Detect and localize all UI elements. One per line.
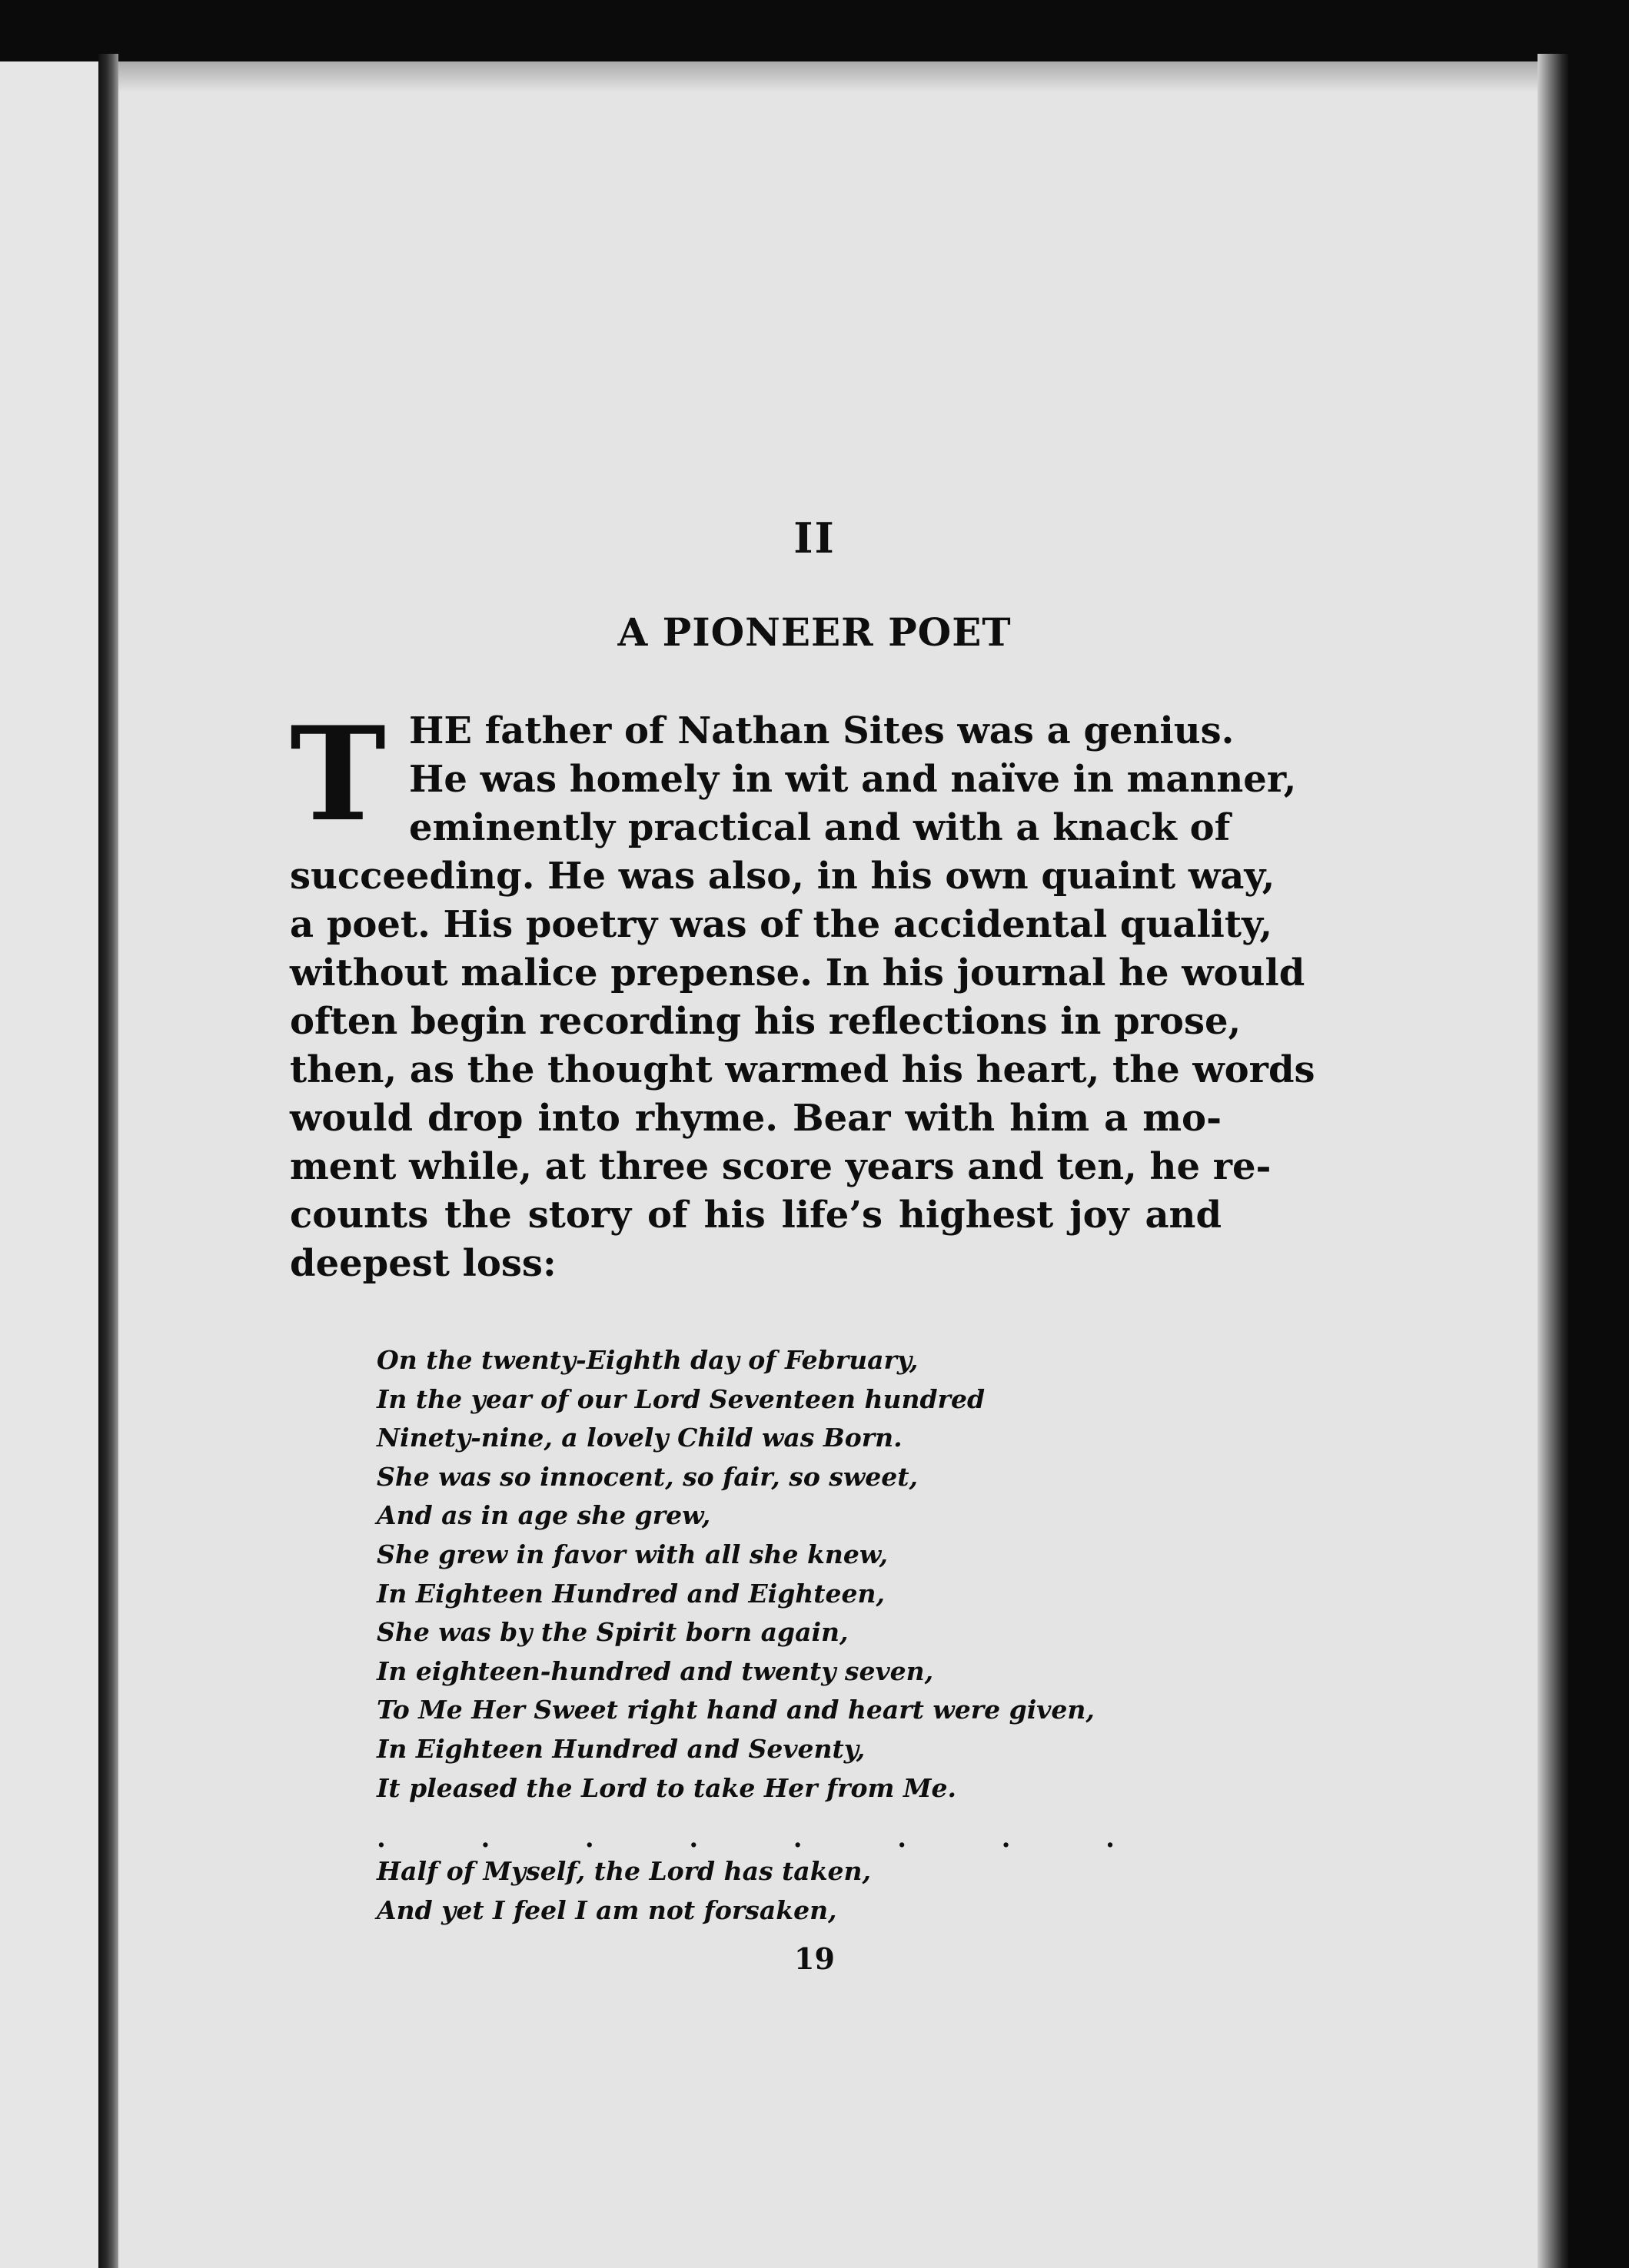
page-right-edge <box>1538 54 1568 2268</box>
ellipsis-separator <box>377 1823 1115 1854</box>
separator-dot: . <box>377 1823 386 1854</box>
body-paragraph <box>290 698 1315 1288</box>
paragraph-line: a poet. His poetry was of the accidental quality, <box>290 903 1273 946</box>
separator-dot: . <box>1105 1823 1115 1854</box>
poem-line: In the year of our Lord Seventeen hundred <box>377 1383 986 1414</box>
paragraph-line: deepest loss: <box>290 1242 557 1285</box>
poem-stanza-continued <box>377 1852 871 1930</box>
poem-line: And as in age she grew, <box>377 1500 711 1531</box>
paragraph-line: HE father of Nathan Sites was a genius. <box>409 709 1235 752</box>
drop-cap: T <box>290 698 387 850</box>
separator-dot: . <box>793 1823 803 1854</box>
poem-line: Ninety-nine, a lovely Child was Born. <box>377 1423 903 1453</box>
paragraph-line: ment while, at three score years and ten, he re- <box>290 1145 1272 1188</box>
book-gutter <box>98 54 118 2268</box>
poem-line: Half of Myself, the Lord has taken, <box>377 1856 872 1886</box>
poem-line: It pleased the Lord to take Her from Me. <box>377 1772 956 1803</box>
paragraph-line: eminently practical and with a knack of <box>409 806 1231 849</box>
top-shadow <box>118 61 1562 92</box>
poem-line: On the twenty-Eighth day of February, <box>377 1345 919 1375</box>
paragraph-line: often begin recording his reflections in prose, <box>290 1000 1242 1043</box>
paragraph-line: then, as the thought warmed his heart, the words <box>290 1048 1315 1091</box>
separator-dot: . <box>1001 1823 1011 1854</box>
paragraph-line: He was homely in wit and naïve in manner, <box>409 758 1297 801</box>
poem-stanza <box>377 1341 1095 1808</box>
poem-line: She was so innocent, so fair, so sweet, <box>377 1461 919 1492</box>
poem-line: She was by the Spirit born again, <box>377 1617 849 1648</box>
poem-line: And yet I feel I am not forsaken, <box>377 1894 837 1925</box>
chapter-title: A PIONEER POET <box>617 609 1012 655</box>
separator-dot: . <box>897 1823 907 1854</box>
poem-line: In Eighteen Hundred and Seventy, <box>377 1733 866 1764</box>
separator-dot: . <box>480 1823 490 1854</box>
poem-line: To Me Her Sweet right hand and heart were given, <box>377 1695 1095 1725</box>
page-number: 19 <box>794 1941 835 1976</box>
chapter-number: II <box>793 513 836 563</box>
paragraph-line: counts the story of his life’s highest joy and <box>290 1194 1222 1237</box>
poem-line: In eighteen-hundred and twenty seven, <box>377 1655 934 1686</box>
paragraph-line: succeeding. He was also, in his own quaint way, <box>290 855 1275 898</box>
previous-page-edge <box>0 61 98 2268</box>
paragraph-line: would drop into rhyme. Bear with him a mo- <box>290 1097 1222 1140</box>
separator-dot: . <box>584 1823 594 1854</box>
separator-dot: . <box>689 1823 699 1854</box>
paragraph-line: without malice prepense. In his journal he would <box>290 951 1305 995</box>
poem-line: She grew in favor with all she knew, <box>377 1539 889 1569</box>
poem-line: In Eighteen Hundred and Eighteen, <box>377 1578 885 1609</box>
